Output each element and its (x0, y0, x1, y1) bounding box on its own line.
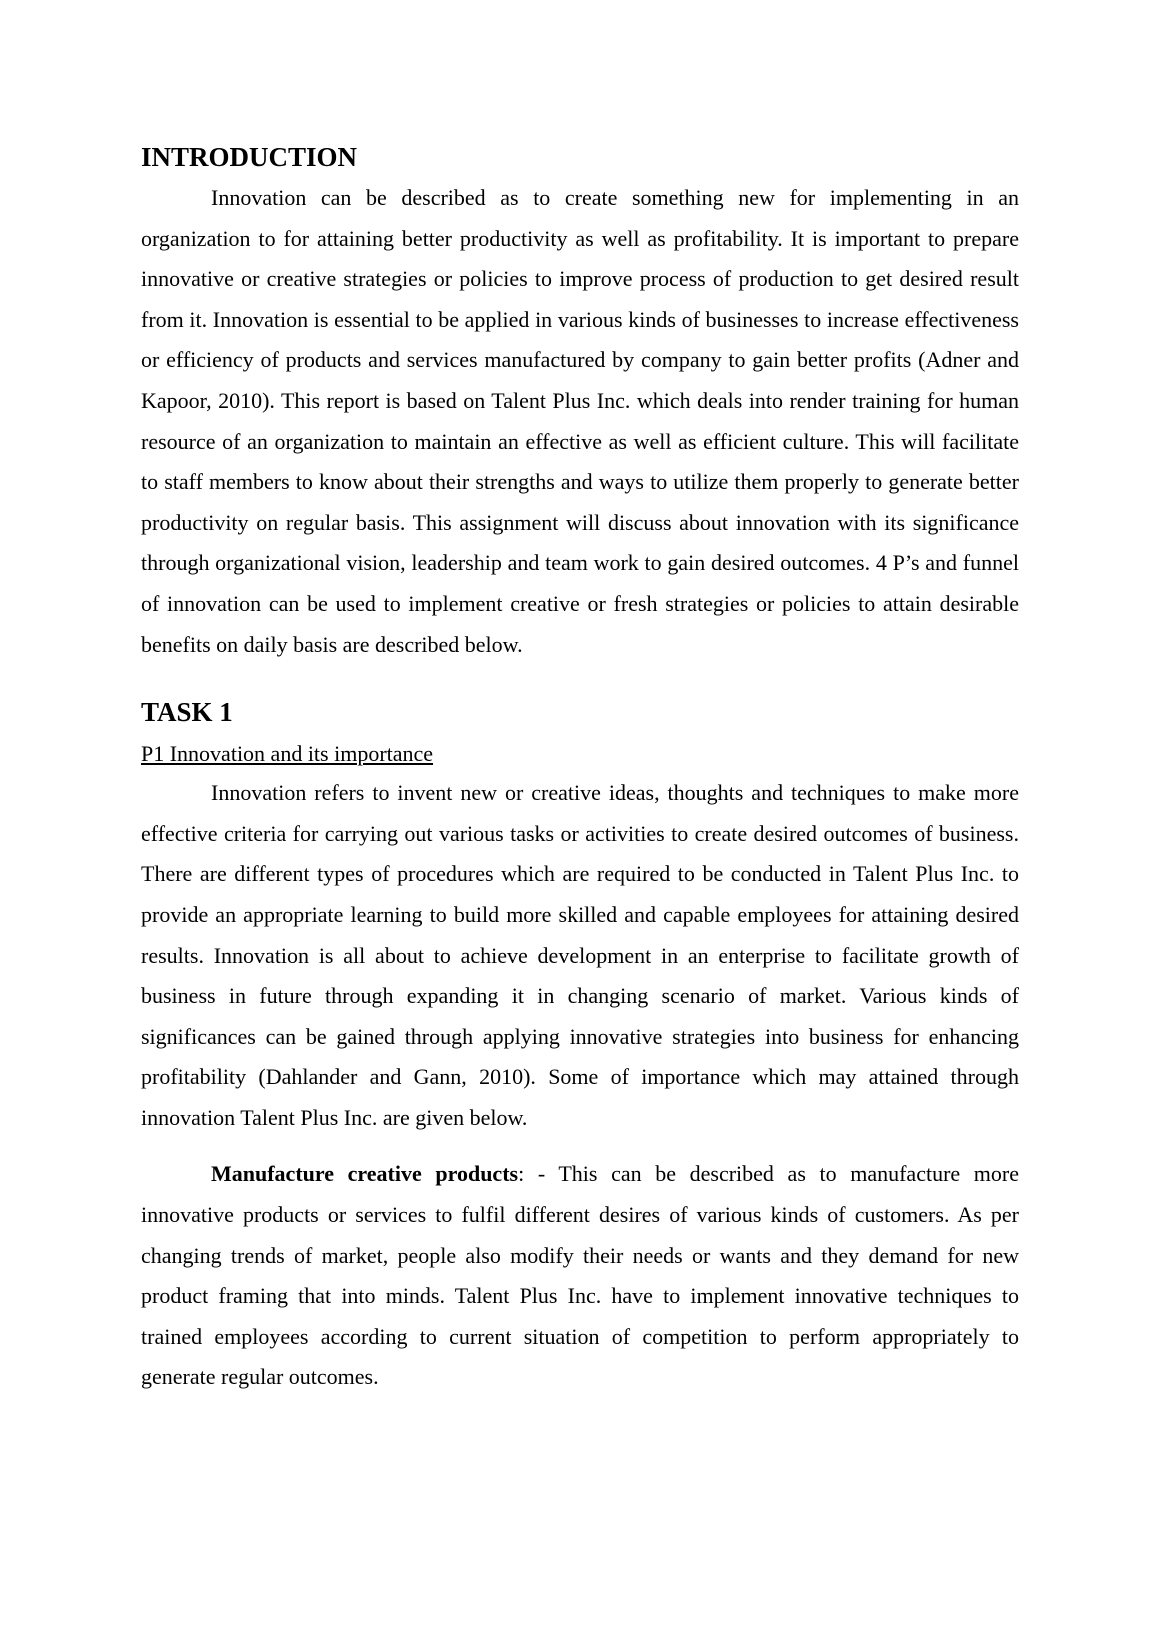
document-page (141, 140, 1019, 1398)
manufacture-creative-products-text: : - This can be described as to manufacture more innovative products or services to fulfil different desires of various kinds of customers. As per changing trends of market, people also modify their needs or wants and they demand for new product framing that into minds. Talent Plus Inc. have to implement innovative techniques to trained employees according to current situation of competition to perform appropriately to generate regular outcomes. (141, 1161, 1019, 1390)
introduction-heading: INTRODUCTION (141, 142, 358, 172)
introduction-paragraph: Innovation can be described as to create something new for implementing in an organization to for attaining better productivity as well as profitability. It is important to prepare innovative or creative strategies or policies to improve process of production to get desired result from it. Innovation is essential to be applied in various kinds of businesses to increase effectiveness or efficiency of products and services manufactured by company to gain better profits (Adner and Kapoor, 2010). This report is based on Talent Plus Inc. which deals into render training for human resource of an organization to maintain an effective as well as efficient culture. This will facilitate to staff members to know about their strengths and ways to utilize them properly to generate better productivity on regular basis. This assignment will discuss about innovation with its significance through organizational vision, leadership and team work to gain desired outcomes. 4 P’s and funnel of innovation can be used to implement creative or fresh strategies or policies to attain desirable benefits on daily basis are described below. (141, 185, 1019, 657)
manufacture-creative-products-title: Manufacture creative products (211, 1161, 519, 1187)
manufacture-creative-products-paragraph (141, 1154, 1019, 1398)
innovation-importance-paragraph: Innovation refers to invent new or creative ideas, thoughts and techniques to make more effective criteria for carrying out various tasks or activities to create desired outcomes of business. There are different types of procedures which are required to be conducted in Talent Plus Inc. to provide an appropriate learning to build more skilled and capable employees for attaining desired results. Innovation is all about to achieve development in an enterprise to facilitate growth of business in future through expanding it in changing scenario of market. Various kinds of significances can be gained through applying innovative strategies into business for enhancing profitability (Dahlander and Gann, 2010). Some of importance which may attained through innovation Talent Plus Inc. are given below. (141, 780, 1019, 1130)
task-1-heading: TASK 1 (141, 697, 233, 728)
p1-subheading: P1 Innovation and its importance (141, 741, 434, 767)
